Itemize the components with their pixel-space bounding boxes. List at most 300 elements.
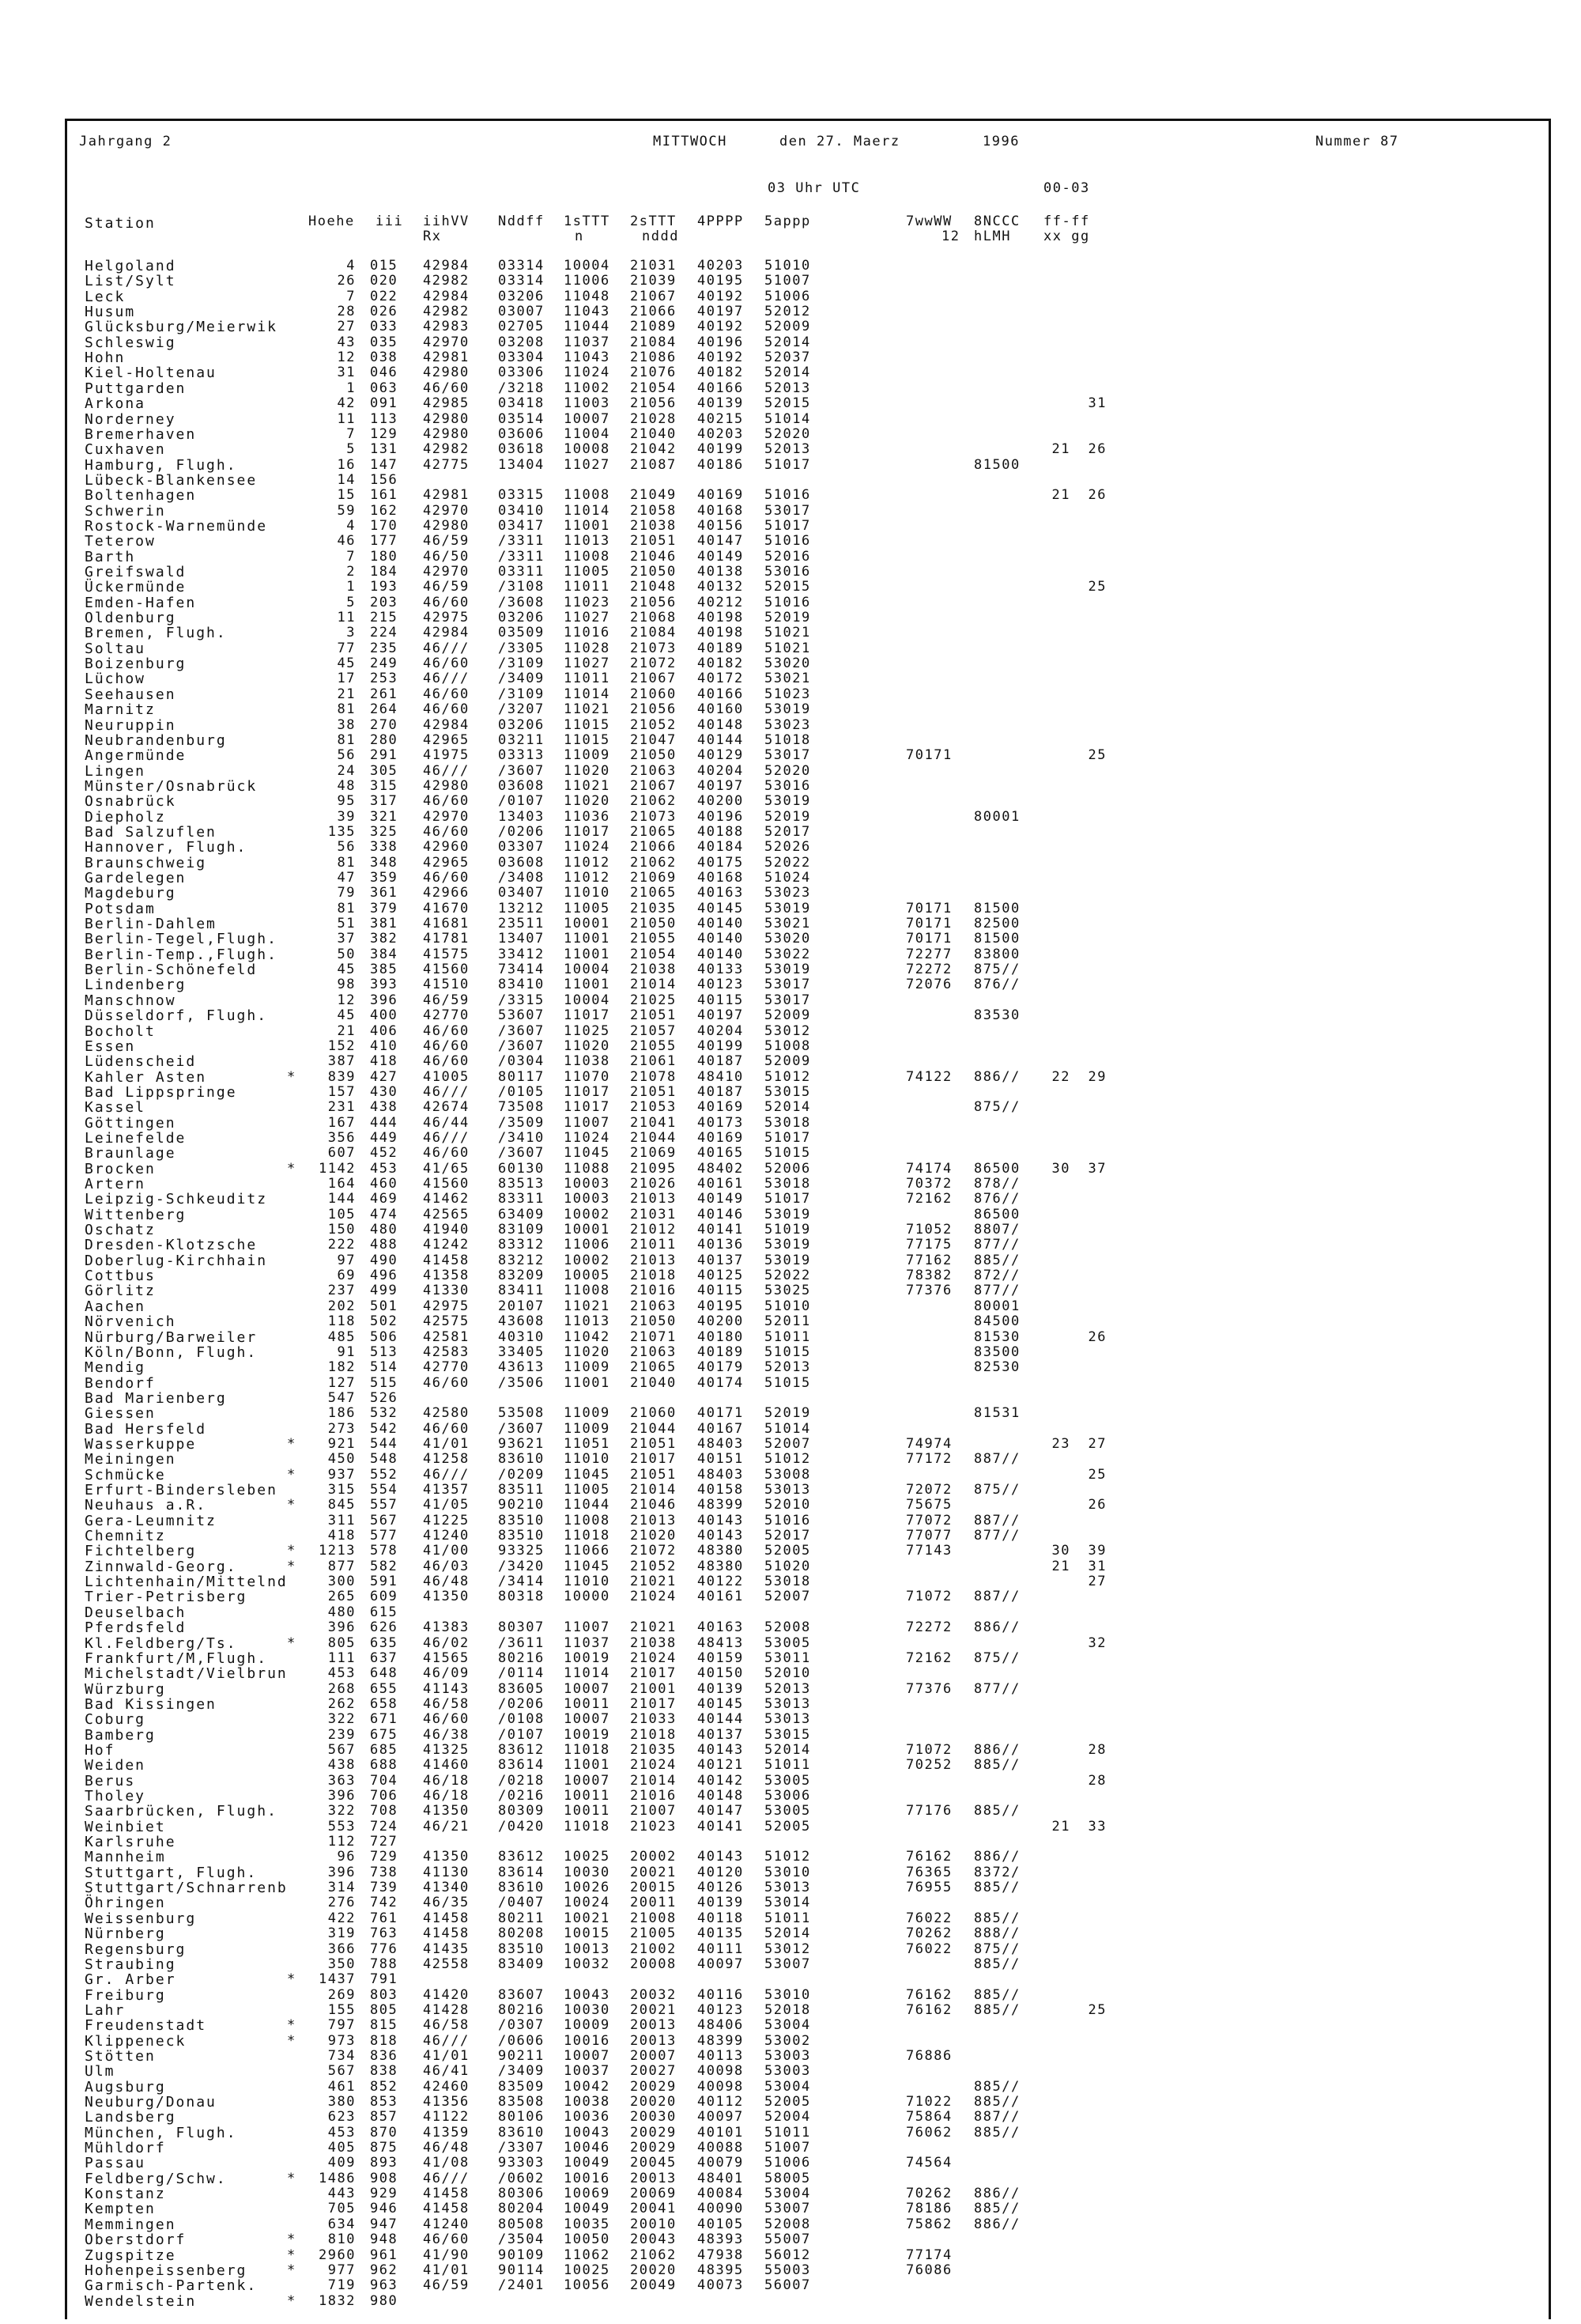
hoehe: 59	[337, 502, 356, 519]
group-5appp: 52006	[764, 1160, 811, 1177]
group-2sttt: 21018	[630, 1726, 677, 1743]
ihvv: 46///	[423, 762, 470, 779]
ihvv: 42580	[423, 1405, 470, 1422]
ihvv: 42960	[423, 839, 470, 856]
iii: 438	[370, 1099, 398, 1116]
iii: 305	[370, 762, 398, 779]
ihvv: 46/60	[423, 1037, 470, 1054]
group-1sttt: 11010	[564, 1574, 610, 1590]
group-2sttt: 21016	[630, 1788, 677, 1804]
group-5appp: 52008	[764, 2216, 811, 2232]
hoehe: 186	[327, 1405, 356, 1422]
group-5appp: 51023	[764, 686, 811, 702]
nddff: 63409	[498, 1206, 545, 1222]
station-name: Neuhaus a.R.	[85, 1497, 207, 1514]
group-4pppp: 40215	[697, 410, 744, 427]
hoehe: 152	[327, 1037, 356, 1054]
group-4pppp: 48413	[697, 1634, 744, 1651]
station-name: Feldberg/Schw.	[85, 2170, 227, 2187]
mountain-marker: *	[287, 1634, 296, 1651]
group-4pppp: 40197	[697, 777, 744, 794]
group-8nccc: 82530	[974, 1359, 1021, 1376]
group-7wwww: 78382	[906, 1268, 953, 1284]
hoehe: 91	[337, 1343, 356, 1360]
nddff: 03206	[498, 610, 545, 626]
ihvv: 42970	[423, 808, 470, 825]
group-7wwww: 72162	[906, 1649, 953, 1666]
ihvv: 46///	[423, 2032, 470, 2049]
iii: 739	[370, 1880, 398, 1896]
ff-gust-1: 30	[1051, 1543, 1070, 1559]
hoehe: 96	[337, 1849, 356, 1865]
mountain-marker: *	[287, 1497, 296, 1513]
group-7wwww: 76365	[906, 1864, 953, 1880]
ihvv: 46/60	[423, 1053, 470, 1070]
group-4pppp: 40138	[697, 564, 744, 580]
group-8nccc: 877//	[974, 1237, 1021, 1253]
iii: 724	[370, 1818, 398, 1835]
group-1sttt: 11020	[564, 762, 610, 779]
hoehe: 231	[327, 1099, 356, 1116]
group-4pppp: 40147	[697, 533, 744, 550]
station-name: Pferdsfeld	[85, 1619, 187, 1637]
ff-gust-2: 25	[1088, 2001, 1107, 2018]
station-name: Berlin-Tegel,Flugh.	[85, 931, 277, 948]
group-5appp: 51011	[764, 1757, 811, 1774]
mountain-marker: *	[287, 1435, 296, 1452]
group-5appp: 53022	[764, 946, 811, 962]
station-name: Münster/Osnabrück	[85, 777, 258, 795]
group-2sttt: 21072	[630, 1543, 677, 1559]
group-4pppp: 40112	[697, 2094, 744, 2110]
group-4pppp: 40132	[697, 579, 744, 595]
group-2sttt: 21046	[630, 1497, 677, 1513]
nddff: /3305	[498, 640, 545, 656]
group-1sttt: 10069	[564, 2186, 610, 2202]
ihvv: 42775	[423, 456, 470, 473]
group-5appp: 52013	[764, 1359, 811, 1376]
ihvv: 42980	[423, 777, 470, 794]
group-2sttt: 21002	[630, 1940, 677, 1957]
group-2sttt: 21062	[630, 854, 677, 871]
ihvv: 41258	[423, 1451, 470, 1468]
iii: 763	[370, 1925, 398, 1942]
station-name: Lindenberg	[85, 977, 187, 994]
group-8nccc: 885//	[974, 1956, 1021, 1972]
group-7wwww: 74122	[906, 1068, 953, 1085]
ihvv: 42982	[423, 304, 470, 320]
group-7wwww: 74174	[906, 1160, 953, 1177]
hoehe: 31	[337, 365, 356, 381]
group-8nccc: 887//	[974, 2109, 1021, 2126]
iii: 962	[370, 2262, 398, 2278]
group-2sttt: 20013	[630, 2017, 677, 2034]
group-2sttt: 21017	[630, 1695, 677, 1712]
hoehe: 56	[337, 839, 356, 856]
group-1sttt: 10042	[564, 2078, 610, 2095]
hoehe: 269	[327, 1986, 356, 2003]
iii: 474	[370, 1206, 398, 1222]
group-2sttt: 21038	[630, 1634, 677, 1651]
nddff: 03206	[498, 716, 545, 733]
nddff: /3509	[498, 1114, 545, 1131]
station-name: Hohenpeissenberg	[85, 2262, 247, 2279]
group-2sttt: 21066	[630, 304, 677, 320]
col-1sttt-sub: n	[575, 229, 584, 244]
hoehe: 3	[346, 625, 356, 641]
group-1sttt: 10037	[564, 2063, 610, 2080]
ihvv: 46/09	[423, 1665, 470, 1682]
nddff: 03514	[498, 410, 545, 427]
ff-gust-2: 25	[1088, 747, 1107, 764]
ihvv: 41340	[423, 1880, 470, 1896]
group-4pppp: 40146	[697, 1206, 744, 1222]
group-5appp: 52020	[764, 762, 811, 779]
hoehe: 380	[327, 2094, 356, 2110]
nddff: /0606	[498, 2032, 545, 2049]
group-8nccc: 885//	[974, 1986, 1021, 2003]
group-7wwww: 75864	[906, 2109, 953, 2126]
group-5appp: 53020	[764, 931, 811, 947]
hoehe: 937	[327, 1466, 356, 1483]
group-4pppp: 40145	[697, 1695, 744, 1712]
nddff: /0216	[498, 1788, 545, 1804]
group-5appp: 51017	[764, 1191, 811, 1207]
group-4pppp: 40140	[697, 946, 744, 962]
nddff: 83209	[498, 1268, 545, 1284]
group-4pppp: 40142	[697, 1772, 744, 1789]
hoehe: 418	[327, 1528, 356, 1544]
station-name: Zugspitze	[85, 2247, 176, 2264]
group-5appp: 51017	[764, 456, 811, 473]
nddff: /3607	[498, 1145, 545, 1162]
group-5appp: 53007	[764, 2201, 811, 2217]
ihvv: 46/38	[423, 1726, 470, 1743]
ff-gust-1: 30	[1051, 1160, 1070, 1177]
group-4pppp: 40200	[697, 1313, 744, 1330]
group-5appp: 52011	[764, 1313, 811, 1330]
group-2sttt: 21035	[630, 1741, 677, 1758]
nddff: 60130	[498, 1160, 545, 1177]
group-1sttt: 11023	[564, 594, 610, 610]
group-2sttt: 21024	[630, 1649, 677, 1666]
group-1sttt: 11027	[564, 456, 610, 473]
group-4pppp: 40139	[697, 395, 744, 412]
group-5appp: 53017	[764, 502, 811, 519]
group-2sttt: 20045	[630, 2155, 677, 2171]
ihvv: 46/60	[423, 1374, 470, 1391]
ihvv: 41350	[423, 1849, 470, 1865]
hoehe: 363	[327, 1772, 356, 1789]
nddff: 80208	[498, 1925, 545, 1942]
group-5appp: 53020	[764, 656, 811, 672]
group-2sttt: 21065	[630, 1359, 677, 1376]
group-5appp: 52014	[764, 1925, 811, 1942]
group-2sttt: 21040	[630, 1374, 677, 1391]
group-7wwww: 70262	[906, 2186, 953, 2202]
hoehe: 350	[327, 1956, 356, 1972]
group-4pppp: 40161	[697, 1589, 744, 1605]
iii: 708	[370, 1803, 398, 1820]
group-2sttt: 20029	[630, 2078, 677, 2095]
group-2sttt: 21044	[630, 1420, 677, 1437]
ihvv: 41565	[423, 1649, 470, 1666]
group-1sttt: 10011	[564, 1695, 610, 1712]
station-name: Weiden	[85, 1757, 146, 1774]
ff-gust-2: 25	[1088, 579, 1107, 595]
group-4pppp: 40140	[697, 916, 744, 932]
group-1sttt: 11001	[564, 931, 610, 947]
station-name: Bad Lippspringe	[85, 1083, 237, 1101]
nddff: /0107	[498, 793, 545, 810]
iii: 675	[370, 1726, 398, 1743]
iii: 156	[370, 471, 398, 488]
group-8nccc: 8372/	[974, 1864, 1021, 1880]
nddff: 83510	[498, 1528, 545, 1544]
col-8nccc: 8NCCC	[974, 214, 1021, 229]
group-4pppp: 40150	[697, 1665, 744, 1682]
hoehe: 567	[327, 2063, 356, 2080]
station-name: Freiburg	[85, 1986, 166, 2004]
station-name: Tholey	[85, 1788, 146, 1804]
group-5appp: 52010	[764, 1497, 811, 1513]
group-1sttt: 10030	[564, 1864, 610, 1880]
ihvv: 46///	[423, 640, 470, 656]
station-name: Nürburg/Barweiler	[85, 1328, 258, 1346]
group-1sttt: 11006	[564, 1237, 610, 1253]
group-4pppp: 40133	[697, 962, 744, 978]
hoehe: 315	[327, 1482, 356, 1498]
station-name: Hamburg, Flugh.	[85, 456, 237, 474]
station-name: Norderney	[85, 410, 176, 428]
group-5appp: 53004	[764, 2186, 811, 2202]
group-2sttt: 21054	[630, 380, 677, 396]
hoehe: 12	[337, 350, 356, 366]
nddff: 83607	[498, 1986, 545, 2003]
group-5appp: 53010	[764, 1864, 811, 1880]
group-4pppp: 40149	[697, 1191, 744, 1207]
nddff: /0206	[498, 823, 545, 840]
iii: 488	[370, 1237, 398, 1253]
station-name: Bad Kissingen	[85, 1695, 217, 1713]
ihvv: 42980	[423, 410, 470, 427]
station-name: Rostock-Warnemünde	[85, 517, 268, 535]
group-1sttt: 11002	[564, 380, 610, 396]
group-4pppp: 40136	[697, 1237, 744, 1253]
hoehe: 77	[337, 640, 356, 656]
hoehe: 7	[346, 288, 356, 304]
hoehe: 15	[337, 487, 356, 504]
station-name: Manschnow	[85, 992, 176, 1009]
ihvv: 41458	[423, 1252, 470, 1268]
group-1sttt: 11014	[564, 1665, 610, 1682]
col-hoehe: Hoehe	[308, 214, 355, 229]
group-7wwww: 70372	[906, 1176, 953, 1192]
group-5appp: 51011	[764, 1328, 811, 1345]
station-name: Chemnitz	[85, 1528, 166, 1545]
group-4pppp: 40168	[697, 502, 744, 519]
group-1sttt: 11009	[564, 1420, 610, 1437]
group-2sttt: 21008	[630, 1910, 677, 1926]
group-5appp: 51006	[764, 2155, 811, 2171]
group-8nccc: 885//	[974, 1757, 1021, 1774]
group-2sttt: 21046	[630, 548, 677, 565]
hoehe: 921	[327, 1435, 356, 1452]
hoehe: 422	[327, 1910, 356, 1926]
group-1sttt: 10025	[564, 1849, 610, 1865]
group-2sttt: 21051	[630, 1083, 677, 1100]
ihvv: 42970	[423, 502, 470, 519]
group-4pppp: 40204	[697, 1022, 744, 1039]
group-1sttt: 11011	[564, 671, 610, 687]
iii: 038	[370, 350, 398, 366]
group-2sttt: 20013	[630, 2032, 677, 2049]
group-4pppp: 48399	[697, 1497, 744, 1513]
group-8nccc: 886//	[974, 1849, 1021, 1865]
group-1sttt: 10000	[564, 1589, 610, 1605]
group-1sttt: 11006	[564, 273, 610, 289]
group-7wwww: 75675	[906, 1497, 953, 1513]
ff-gust-2: 28	[1088, 1741, 1107, 1758]
nddff: 83610	[498, 1880, 545, 1896]
hoehe: 17	[337, 671, 356, 687]
iii: 742	[370, 1895, 398, 1911]
hoehe: 79	[337, 885, 356, 901]
nddff: 03418	[498, 395, 545, 412]
group-5appp: 52004	[764, 2109, 811, 2126]
group-7wwww: 78186	[906, 2201, 953, 2217]
group-2sttt: 21071	[630, 1328, 677, 1345]
group-2sttt: 21056	[630, 594, 677, 610]
nddff: 03306	[498, 365, 545, 381]
station-name: Saarbrücken, Flugh.	[85, 1803, 277, 1820]
hoehe: 1	[346, 579, 356, 595]
group-1sttt: 11062	[564, 2247, 610, 2263]
iii: 418	[370, 1053, 398, 1070]
group-1sttt: 11010	[564, 885, 610, 901]
group-1sttt: 11070	[564, 1068, 610, 1085]
group-2sttt: 21018	[630, 1268, 677, 1284]
group-4pppp: 40189	[697, 640, 744, 656]
group-8nccc: 83800	[974, 946, 1021, 962]
iii: 317	[370, 793, 398, 810]
nddff: 80216	[498, 1649, 545, 1666]
hoehe: 11	[337, 410, 356, 427]
hoehe: 443	[327, 2186, 356, 2202]
iii: 635	[370, 1634, 398, 1651]
station-name: Nürnberg	[85, 1925, 166, 1943]
nddff: /3218	[498, 380, 545, 396]
group-4pppp: 40163	[697, 885, 744, 901]
group-4pppp: 40126	[697, 1880, 744, 1896]
hoehe: 222	[327, 1237, 356, 1253]
iii: 532	[370, 1405, 398, 1422]
ihvv: 46/35	[423, 1895, 470, 1911]
iii: 264	[370, 701, 398, 718]
ff-gust-2: 26	[1088, 1328, 1107, 1345]
group-5appp: 53021	[764, 916, 811, 932]
hoehe: 21	[337, 686, 356, 702]
station-name: Boltenhagen	[85, 487, 197, 504]
iii: 727	[370, 1834, 398, 1850]
nddff: 23511	[498, 916, 545, 932]
group-5appp: 55003	[764, 2262, 811, 2278]
group-2sttt: 21023	[630, 1818, 677, 1835]
group-4pppp: 40163	[697, 1619, 744, 1636]
group-7wwww: 71072	[906, 1741, 953, 1758]
station-name: Stötten	[85, 2047, 156, 2065]
hoehe: 26	[337, 273, 356, 289]
ihvv: 46/60	[423, 380, 470, 396]
iii: 131	[370, 441, 398, 458]
group-1sttt: 11009	[564, 1405, 610, 1422]
nddff: 83311	[498, 1191, 545, 1207]
station-name: List/Sylt	[85, 273, 176, 290]
station-name: Bendorf	[85, 1374, 156, 1392]
ihvv: 46/48	[423, 2140, 470, 2156]
station-name: Husum	[85, 304, 136, 321]
group-4pppp: 40188	[697, 823, 744, 840]
group-2sttt: 21031	[630, 258, 677, 274]
group-5appp: 52037	[764, 350, 811, 366]
group-5appp: 52014	[764, 365, 811, 381]
ihvv: 46/50	[423, 548, 470, 565]
iii: 381	[370, 916, 398, 932]
ihvv: 46///	[423, 2170, 470, 2186]
group-1sttt: 11017	[564, 1099, 610, 1116]
group-1sttt: 11015	[564, 716, 610, 733]
group-7wwww: 70171	[906, 916, 953, 932]
group-5appp: 51021	[764, 640, 811, 656]
iii: 453	[370, 1160, 398, 1177]
ihvv: 46/58	[423, 2017, 470, 2034]
group-5appp: 53025	[764, 1283, 811, 1299]
nddff: 80216	[498, 2001, 545, 2018]
group-1sttt: 11020	[564, 1037, 610, 1054]
station-name: Berlin-Dahlem	[85, 916, 217, 933]
group-5appp: 52019	[764, 808, 811, 825]
group-7wwww: 70171	[906, 900, 953, 916]
group-8nccc: 81530	[974, 1328, 1021, 1345]
nddff: /3409	[498, 2063, 545, 2080]
group-1sttt: 11045	[564, 1466, 610, 1483]
ff-gust-2: 32	[1088, 1634, 1107, 1651]
group-5appp: 53023	[764, 716, 811, 733]
nddff: /3410	[498, 1129, 545, 1146]
ihvv: 46/60	[423, 793, 470, 810]
hoehe: 81	[337, 701, 356, 718]
ihvv: 41/08	[423, 2155, 470, 2171]
group-1sttt: 10003	[564, 1191, 610, 1207]
group-5appp: 53012	[764, 1022, 811, 1039]
group-8nccc: 80001	[974, 808, 1021, 825]
jahrgang-label: Jahrgang 2	[79, 134, 172, 149]
group-2sttt: 21062	[630, 2247, 677, 2263]
group-2sttt: 20015	[630, 1880, 677, 1896]
group-1sttt: 11044	[564, 1497, 610, 1513]
ihvv: 46/60	[423, 1022, 470, 1039]
group-5appp: 51016	[764, 1512, 811, 1529]
group-2sttt: 21035	[630, 900, 677, 916]
hoehe: 43	[337, 334, 356, 350]
ihvv: 42970	[423, 564, 470, 580]
group-5appp: 53015	[764, 1726, 811, 1743]
group-8nccc: 885//	[974, 2001, 1021, 2018]
nddff: /0108	[498, 1711, 545, 1728]
ihvv: 41240	[423, 1528, 470, 1544]
ihvv: 41510	[423, 977, 470, 993]
hoehe: 268	[327, 1680, 356, 1697]
